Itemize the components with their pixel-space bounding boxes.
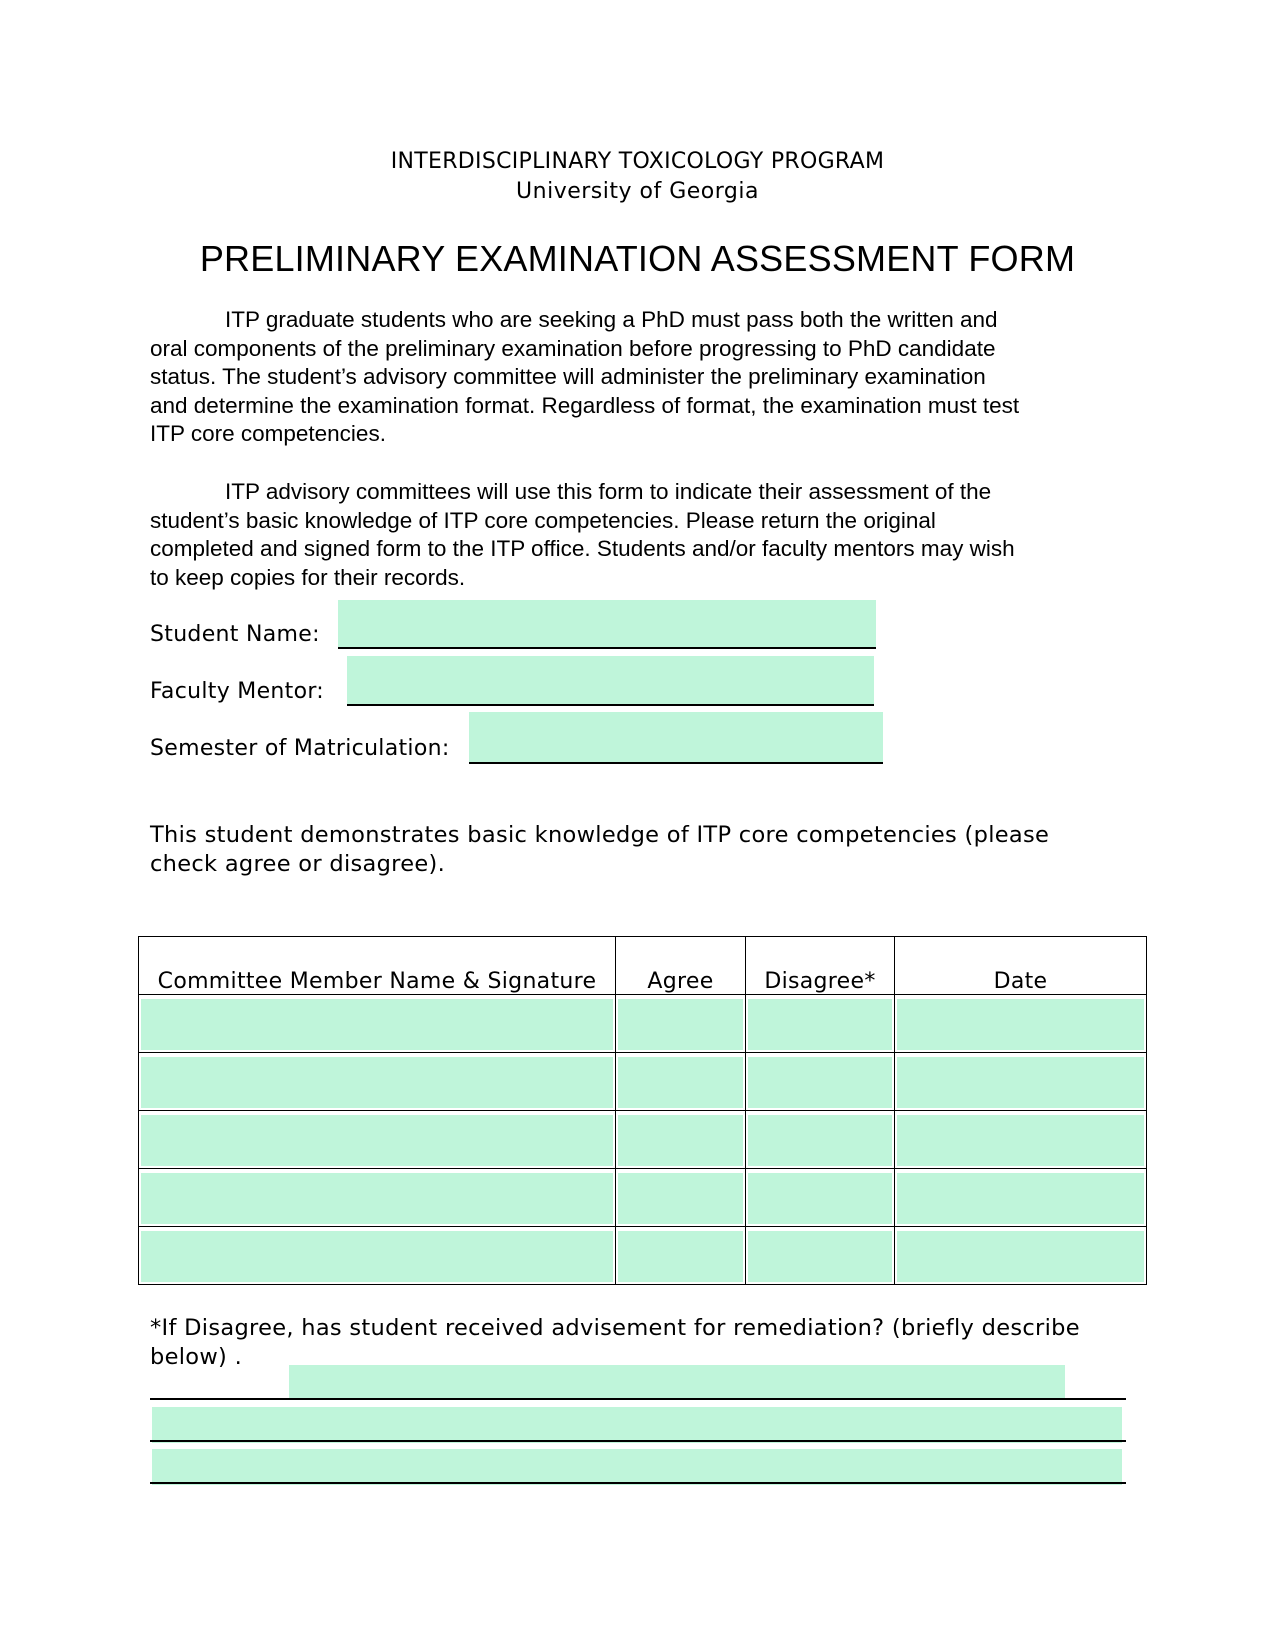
member-name-cell[interactable]: [139, 1111, 616, 1169]
intro-p2-line: to keep copies for their records.: [150, 564, 466, 590]
remediation-answer-field-1[interactable]: [289, 1365, 1065, 1400]
agree-cell[interactable]: [616, 1053, 746, 1111]
answer-line-2: [150, 1440, 1126, 1442]
table-row: [139, 995, 1147, 1053]
member-name-cell[interactable]: [139, 1227, 616, 1285]
table-header-row: [139, 937, 1147, 995]
header-committee-member: Committee Member Name & Signature: [139, 937, 616, 995]
header-date: Date: [895, 937, 1147, 995]
table-row: [139, 1053, 1147, 1111]
member-name-cell[interactable]: [139, 995, 616, 1053]
disagree-cell[interactable]: [746, 995, 895, 1053]
intro-p1-line: and determine the examination format. Regardless of format, the examination must test: [150, 392, 1020, 418]
table-row: [139, 1111, 1147, 1169]
agree-cell[interactable]: [616, 1227, 746, 1285]
intro-p1-line: ITP core competencies.: [150, 421, 386, 446]
header-agree: Agree: [616, 937, 746, 995]
disagree-cell[interactable]: [746, 1111, 895, 1169]
semester-field[interactable]: [469, 712, 883, 764]
member-name-cell[interactable]: [139, 1169, 616, 1227]
semester-label: Semester of Matriculation:: [150, 736, 450, 761]
statement-line: check agree or disagree).: [150, 850, 446, 877]
committee-table: [138, 936, 1147, 1285]
remediation-answer-field-2[interactable]: [152, 1407, 1122, 1443]
disagree-cell[interactable]: [746, 1053, 895, 1111]
faculty-mentor-field[interactable]: [347, 656, 874, 706]
date-cell[interactable]: [895, 1111, 1147, 1169]
student-name-field[interactable]: [338, 600, 876, 649]
disagree-cell[interactable]: [746, 1169, 895, 1227]
agree-cell[interactable]: [616, 995, 746, 1053]
answer-line-1: [150, 1398, 1126, 1400]
agree-cell[interactable]: [616, 1169, 746, 1227]
remediation-answer-field-3[interactable]: [152, 1449, 1122, 1485]
date-cell[interactable]: [895, 1169, 1147, 1227]
remediation-question: [150, 1314, 1080, 1371]
student-name-label: Student Name:: [150, 622, 320, 647]
answer-line-3: [150, 1482, 1126, 1484]
statement-line: This student demonstrates basic knowledge of ITP core competencies (please: [150, 822, 1050, 848]
intro-p2-line: student’s basic knowledge of ITP core competencies. Please return the original: [150, 507, 936, 533]
intro-paragraph-1: [150, 306, 1150, 449]
date-cell[interactable]: [895, 1227, 1147, 1285]
remediation-question-line: below) .: [150, 1343, 243, 1370]
table-row: [139, 1227, 1147, 1285]
member-name-cell[interactable]: [139, 1053, 616, 1111]
remediation-question-line: *If Disagree, has student received advisement for remediation? (briefly describe: [150, 1315, 1080, 1341]
intro-p2-line: completed and signed form to the ITP office. Students and/or faculty mentors may wish: [150, 536, 1015, 561]
faculty-mentor-label: Faculty Mentor:: [150, 679, 325, 704]
program-name: INTERDISCIPLINARY TOXICOLOGY PROGRAM: [390, 149, 885, 174]
agree-cell[interactable]: [616, 1111, 746, 1169]
table-row: [139, 1169, 1147, 1227]
intro-paragraph-2: [150, 478, 1150, 592]
date-cell[interactable]: [895, 995, 1147, 1053]
date-cell[interactable]: [895, 1053, 1147, 1111]
intro-p2-line: ITP advisory committees will use this form to indicate their assessment of the: [225, 479, 992, 504]
intro-p1-line: oral components of the preliminary examination before progressing to PhD candidate: [150, 335, 996, 361]
competency-statement: [150, 821, 1049, 878]
intro-p1-line: status. The student’s advisory committee will administer the preliminary examination: [150, 364, 986, 389]
disagree-cell[interactable]: [746, 1227, 895, 1285]
page-title: PRELIMINARY EXAMINATION ASSESSMENT FORM: [199, 238, 1076, 279]
university-name: University of Georgia: [516, 179, 759, 204]
intro-p1-line: ITP graduate students who are seeking a PhD must pass both the written and: [225, 307, 998, 332]
header-disagree: Disagree*: [746, 937, 895, 995]
